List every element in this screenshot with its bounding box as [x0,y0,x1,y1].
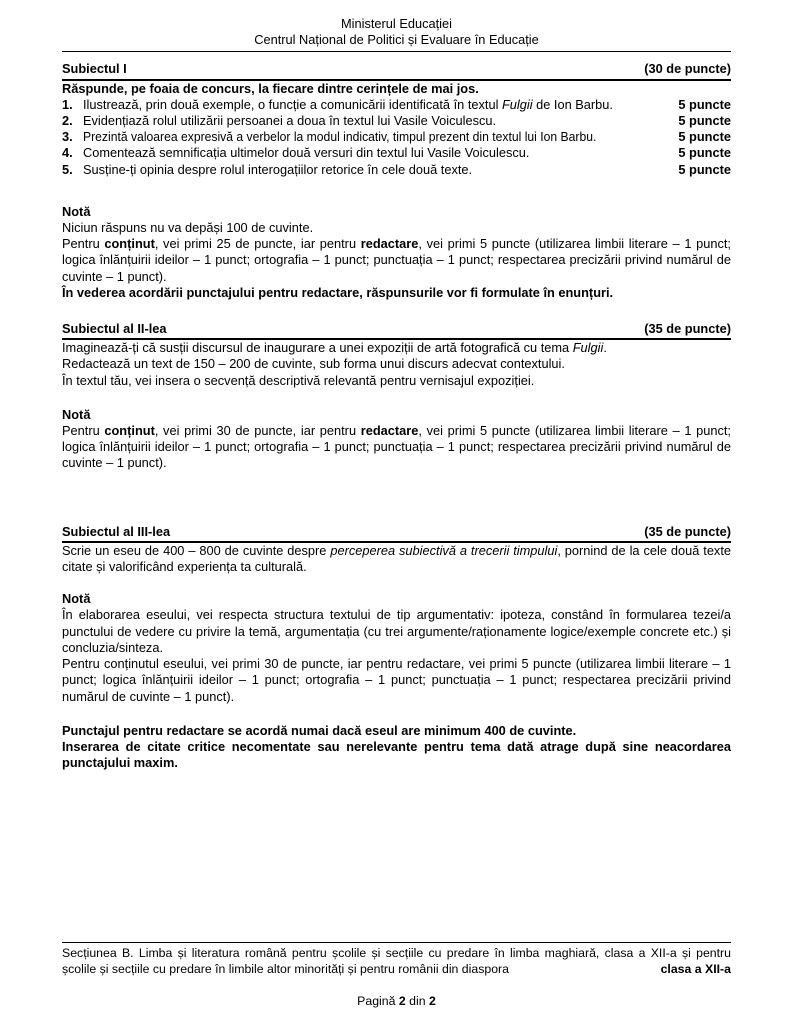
subject1-heading [62,61,731,80]
item-text: Comentează semnificația ultimelor două versuri din textul lui Vasile Voiculescu. [83,145,530,161]
subject2-task-line3: În textul tău, vei insera o secvență descriptivă relevantă pentru vernisajul expoziției. [62,372,535,388]
subject2-title: Subiectul al II-lea [62,321,167,337]
note-seg: Pentru [62,236,105,252]
note-seg-bold: redactare [360,423,419,439]
subject3-note [62,591,731,704]
item-points: 5 puncte [678,113,731,129]
task-seg-italic: Fulgii [572,340,604,356]
subject1-note [62,204,731,301]
footer-section-label: Secțiunea B. Limba și literatura română pentru școlile și secțiile cu predare în limba maghiară, clasa a XII-a și pentru școlile și secțiile cu predare în limbile altor minorități și pentru românii din diaspora [62,946,731,976]
note-paragraph [62,236,731,285]
page-number-current: 2 [398,994,406,1008]
page-number-text: din [405,994,429,1008]
subject1-title: Subiectul I [62,61,127,77]
item-number: 1. [62,96,73,112]
task-seg: Imaginează-ți că susții discursul de inaugurare a unei expoziții de artă fotografică cu tema [62,340,573,356]
footer-section-text [62,945,731,977]
item-text [83,97,672,113]
subject3-points: (35 de puncte) [644,523,731,539]
subject3-title: Subiectul al III-lea [62,523,171,539]
task-seg: . [603,340,607,356]
task-seg: , pornind de la cele două texte citate și valorificând experiența ta culturală. [62,542,732,575]
subject3-task [62,543,731,575]
page-footer [62,942,731,1009]
subject3-warnings [62,723,731,772]
item-points: 5 puncte [678,129,731,145]
task-item-2 [62,113,731,129]
item-text-post: de Ion Barbu. [532,96,613,112]
note-title: Notă [62,203,91,219]
task-item-4 [62,145,731,161]
warning-line-2: Inserarea de citate critice necomentate sau nerelevante pentru tema dată atrage după sine neacordarea punctajului maxim. [62,738,731,771]
note-seg: Pentru [62,423,105,439]
note-title: Notă [62,591,91,607]
item-text: Susține-ți opinia despre rolul interogațiilor retorice în cele două texte. [83,161,473,177]
header-rule [62,51,731,52]
page-number-text: Pagină [357,994,399,1008]
subject3-heading [62,524,731,543]
note-seg: , vei primi 5 puncte (utilizarea limbii literare – 1 punct; logica înlănțuirii ideilor – 1 punct; ortografia – 1 punct; punctuația – 1 punct; respectarea precizării privind numărul de cuvinte – 1 punct). [62,236,731,284]
item-text-italic: Fulgii [501,96,533,112]
page-number-total: 2 [428,994,436,1008]
subject1-points: (30 de puncte) [644,61,731,77]
item-number: 4. [62,145,73,161]
note-seg-bold: conținut [104,423,155,439]
center-name: Centrul Național de Politici și Evaluare în Educație [254,32,539,48]
note-line: Niciun răspuns nu va depăși 100 de cuvinte. [62,220,314,236]
note-seg: , vei primi 25 de puncte, iar pentru [154,236,361,252]
item-number: 3. [62,129,73,145]
note-seg-bold: redactare [360,236,419,252]
item-points: 5 puncte [678,161,731,177]
subject1-intro: Răspunde, pe foaia de concurs, la fiecare dintre cerințele de mai jos. [62,80,479,96]
page-number [62,993,731,1009]
subject2-task-line2: Redactează un text de 150 – 200 de cuvinte, sub forma unui discurs adecvat contextului. [62,356,565,372]
note-paragraph [62,423,731,472]
subject2-note [62,407,731,472]
task-seg-italic: perceperea subiectivă a trecerii timpului [330,542,558,558]
footer-class-label: clasa a XII-a [660,962,731,976]
footer-rule [62,942,731,943]
note-paragraph: În elaborarea eseului, vei respecta structura textului de tip argumentativ: ipoteza, constând în formularea tezei/a punctului de vedere cu privire la temă, argumentația (cu trei argumente/raționamente logice/exemple concrete etc.) și concluzia/sinteza. [62,607,731,655]
ministry-name: Ministerul Educației [341,16,452,31]
subject2-heading [62,321,731,340]
note-seg-bold: conținut [104,236,155,252]
item-text: Evidențiază rolul utilizării persoanei a doua în textul lui Vasile Voiculescu. [83,113,497,129]
warning-line-1: Punctajul pentru redactare se acordă numai dacă eseul are minimum 400 de cuvinte. [62,722,577,738]
task-item-5 [62,162,731,178]
note-bold-line: În vederea acordării punctajului pentru redactare, răspunsurile vor fi formulate în enunțuri. [62,284,614,300]
item-text: Prezintă valoarea expresivă a verbelor la modul indicativ, timpul prezent din textul lui Ion Barbu. [83,129,597,145]
item-points: 5 puncte [678,145,731,161]
item-text-pre: Ilustrează, prin două exemple, o funcție a comunicării identificată în textul [83,96,502,112]
item-number: 5. [62,161,73,177]
subject2-points: (35 de puncte) [644,321,731,337]
task-item-3 [62,129,731,145]
task-seg: Scrie un eseu de 400 – 800 de cuvinte despre [62,542,331,558]
item-points: 5 puncte [678,96,731,112]
note-paragraph: Pentru conținutul eseului, vei primi 30 de puncte, iar pentru redactare, vei primi 5 puncte (utilizarea limbii literare – 1 punct; logica înlănțuirii ideilor – 1 punct; ortografia – 1 punct; punctuația – 1 punct; respectarea precizării privind numărul de cuvinte – 1 punct). [62,656,731,704]
note-title: Notă [62,406,91,422]
subject2-task-line1 [62,340,731,356]
task-item-1 [62,97,731,113]
item-number: 2. [62,113,73,129]
note-seg: , vei primi 30 de puncte, iar pentru [154,423,361,439]
note-seg: , vei primi 5 puncte (utilizarea limbii literare – 1 punct; logica înlănțuirii ideilor – 1 punct; ortografia – 1 punct; punctuația – 1 punct; respectarea precizării privind numărul de cuvinte – 1 punct). [62,423,731,471]
